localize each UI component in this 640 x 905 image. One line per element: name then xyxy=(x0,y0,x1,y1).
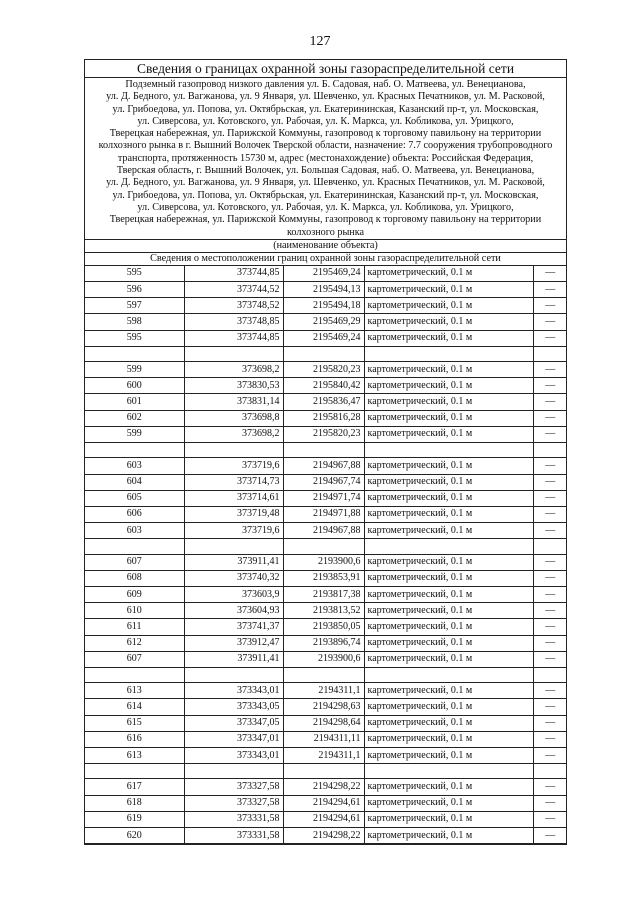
x-coordinate-cell: 373719,48 xyxy=(184,506,283,522)
x-coordinate-cell: 373719,6 xyxy=(184,523,283,539)
x-coordinate-cell: 373347,01 xyxy=(184,731,283,747)
x-coordinate-cell: 373744,52 xyxy=(184,282,283,298)
method-accuracy-cell: картометрический, 0.1 м xyxy=(364,715,533,731)
description-cell: — xyxy=(533,314,567,330)
point-number-cell: 606 xyxy=(85,506,184,522)
empty-cell xyxy=(364,667,533,682)
description-cell: — xyxy=(533,683,567,699)
point-number-cell: 598 xyxy=(85,314,184,330)
table-row xyxy=(85,699,567,715)
y-coordinate-cell: 2193900,6 xyxy=(283,651,364,667)
table-row xyxy=(85,410,567,426)
y-coordinate-cell: 2194971,88 xyxy=(283,506,364,522)
table-row xyxy=(85,683,567,699)
table-row xyxy=(85,795,567,811)
table-row xyxy=(85,715,567,731)
description-cell: — xyxy=(533,779,567,795)
point-number-cell: 614 xyxy=(85,699,184,715)
table-row xyxy=(85,458,567,474)
empty-cell xyxy=(184,667,283,682)
point-number-cell: 613 xyxy=(85,747,184,763)
table-row xyxy=(85,603,567,619)
description-cell: — xyxy=(533,747,567,763)
point-number-cell: 615 xyxy=(85,715,184,731)
y-coordinate-cell: 2194298,63 xyxy=(283,699,364,715)
table-row xyxy=(85,490,567,506)
description-cell: — xyxy=(533,330,567,346)
point-number-cell: 617 xyxy=(85,779,184,795)
table-row xyxy=(85,474,567,490)
description-cell: — xyxy=(533,699,567,715)
empty-cell xyxy=(533,346,567,361)
description-cell: — xyxy=(533,410,567,426)
separator-row xyxy=(85,667,567,682)
point-number-cell: 595 xyxy=(85,266,184,282)
method-accuracy-cell: картометрический, 0.1 м xyxy=(364,490,533,506)
point-number-cell: 607 xyxy=(85,554,184,570)
description-cell: — xyxy=(533,298,567,314)
zone-boundary-sheet xyxy=(84,59,567,845)
method-accuracy-cell: картометрический, 0.1 м xyxy=(364,811,533,827)
method-accuracy-cell: картометрический, 0.1 м xyxy=(364,554,533,570)
method-accuracy-cell: картометрический, 0.1 м xyxy=(364,394,533,410)
table-row xyxy=(85,651,567,667)
x-coordinate-cell: 373744,85 xyxy=(184,330,283,346)
method-accuracy-cell: картометрический, 0.1 м xyxy=(364,827,533,843)
empty-cell xyxy=(85,443,184,458)
x-coordinate-cell: 373748,85 xyxy=(184,314,283,330)
x-coordinate-cell: 373343,05 xyxy=(184,699,283,715)
point-number-cell: 603 xyxy=(85,458,184,474)
method-accuracy-cell: картометрический, 0.1 м xyxy=(364,330,533,346)
description-cell: — xyxy=(533,651,567,667)
point-number-cell: 599 xyxy=(85,362,184,378)
method-accuracy-cell: картометрический, 0.1 м xyxy=(364,474,533,490)
x-coordinate-cell: 373911,41 xyxy=(184,554,283,570)
y-coordinate-cell: 2195840,42 xyxy=(283,378,364,394)
y-coordinate-cell: 2194967,88 xyxy=(283,523,364,539)
point-number-cell: 603 xyxy=(85,523,184,539)
x-coordinate-cell: 373714,73 xyxy=(184,474,283,490)
x-coordinate-cell: 373604,93 xyxy=(184,603,283,619)
description-cell: — xyxy=(533,619,567,635)
method-accuracy-cell: картометрический, 0.1 м xyxy=(364,362,533,378)
table-row xyxy=(85,378,567,394)
point-number-cell: 605 xyxy=(85,490,184,506)
empty-cell xyxy=(85,764,184,779)
point-number-cell: 619 xyxy=(85,811,184,827)
point-number-cell: 599 xyxy=(85,426,184,442)
x-coordinate-cell: 373347,05 xyxy=(184,715,283,731)
x-coordinate-cell: 373603,9 xyxy=(184,586,283,602)
empty-cell xyxy=(283,443,364,458)
empty-cell xyxy=(533,443,567,458)
empty-cell xyxy=(364,443,533,458)
y-coordinate-cell: 2194298,22 xyxy=(283,779,364,795)
table-row xyxy=(85,362,567,378)
empty-cell xyxy=(364,539,533,554)
method-accuracy-cell: картометрический, 0.1 м xyxy=(364,635,533,651)
y-coordinate-cell: 2193853,91 xyxy=(283,570,364,586)
x-coordinate-cell: 373327,58 xyxy=(184,779,283,795)
y-coordinate-cell: 2194311,1 xyxy=(283,683,364,699)
point-number-cell: 611 xyxy=(85,619,184,635)
table-row xyxy=(85,570,567,586)
y-coordinate-cell: 2195469,24 xyxy=(283,266,364,282)
y-coordinate-cell: 2195816,28 xyxy=(283,410,364,426)
separator-row xyxy=(85,443,567,458)
description-cell: — xyxy=(533,394,567,410)
method-accuracy-cell: картометрический, 0.1 м xyxy=(364,282,533,298)
empty-cell xyxy=(85,346,184,361)
x-coordinate-cell: 373698,8 xyxy=(184,410,283,426)
method-accuracy-cell: картометрический, 0.1 м xyxy=(364,683,533,699)
description-cell: — xyxy=(533,490,567,506)
description-cell: — xyxy=(533,523,567,539)
description-cell: — xyxy=(533,474,567,490)
method-accuracy-cell: картометрический, 0.1 м xyxy=(364,570,533,586)
y-coordinate-cell: 2195820,23 xyxy=(283,426,364,442)
table-row xyxy=(85,747,567,763)
description-cell: — xyxy=(533,586,567,602)
description-cell: — xyxy=(533,731,567,747)
coordinates-table xyxy=(85,266,567,844)
y-coordinate-cell: 2194294,61 xyxy=(283,811,364,827)
description-cell: — xyxy=(533,554,567,570)
empty-cell xyxy=(85,667,184,682)
y-coordinate-cell: 2193813,52 xyxy=(283,603,364,619)
description-cell: — xyxy=(533,570,567,586)
y-coordinate-cell: 2195469,29 xyxy=(283,314,364,330)
method-accuracy-cell: картометрический, 0.1 м xyxy=(364,426,533,442)
y-coordinate-cell: 2194311,11 xyxy=(283,731,364,747)
page-number: 127 xyxy=(309,34,331,49)
x-coordinate-cell: 373830,53 xyxy=(184,378,283,394)
empty-cell xyxy=(184,539,283,554)
method-accuracy-cell: картометрический, 0.1 м xyxy=(364,523,533,539)
method-accuracy-cell: картометрический, 0.1 м xyxy=(364,731,533,747)
empty-cell xyxy=(364,764,533,779)
empty-cell xyxy=(283,667,364,682)
point-number-cell: 602 xyxy=(85,410,184,426)
y-coordinate-cell: 2194294,61 xyxy=(283,795,364,811)
table-row xyxy=(85,506,567,522)
location-subtitle: Сведения о местоположении границ охранной зоны газораспределительной сети xyxy=(85,253,566,266)
y-coordinate-cell: 2194298,64 xyxy=(283,715,364,731)
y-coordinate-cell: 2193900,6 xyxy=(283,554,364,570)
empty-cell xyxy=(533,764,567,779)
point-number-cell: 609 xyxy=(85,586,184,602)
y-coordinate-cell: 2195494,13 xyxy=(283,282,364,298)
x-coordinate-cell: 373698,2 xyxy=(184,362,283,378)
description-cell: — xyxy=(533,603,567,619)
description-cell: — xyxy=(533,266,567,282)
table-row xyxy=(85,827,567,843)
object-description: Подземный газопровод низкого давления ул. Б. Садовая, наб. О. Матвеева, ул. Венецианова, ул. Д. Бедного, ул. Вагжанова, ул. 9 Января, ул. Шевченко, ул. Красных Печатников, ул. М. Расковой, ул. Грибоедова, ул. Попова, ул. Октябрьская, ул. Екатерининская, Казанский пр-т, ул. Московская, ул. Сиверсова, ул. Котовского, ул. Рабочая, ул. К. Маркса, ул. Кобликова, ул. Урицкого, Тверецкая набережная, ул. Парижской Коммуны, газопровод к торговому павильону на территории колхозного рынка в г. Вышний Волочек Тверской области, назначение: 7.7 сооружения трубопроводного транспорта, протяженность 15730 м, адрес (местонахождение) объекта: Российская Федерация, Тверская область, г. Вышний Волочек, ул. Большая Садовая, наб. О. Матвеева, ул. Венецианова, ул. Д. Бедного, ул. Вагжанова, ул. 9 Января, ул. Шевченко, ул. Красных Печатников, ул. М. Расковой, ул. Грибоедова, ул. Попова, ул. Октябрьская, ул. Екатерининская, Казанский пр-т, ул. Московская, ул. Сиверсова, ул. Котовского, ул. Рабочая, ул. К. Маркса, ул. Кобликова, ул. Урицкого, Тверецкая набережная, ул. Парижской Коммуны, газопровод к торговому павильону на территории колхозного рынка xyxy=(98,79,553,238)
table-row xyxy=(85,394,567,410)
empty-cell xyxy=(533,539,567,554)
method-accuracy-cell: картометрический, 0.1 м xyxy=(364,699,533,715)
y-coordinate-cell: 2194967,74 xyxy=(283,474,364,490)
y-coordinate-cell: 2193817,38 xyxy=(283,586,364,602)
method-accuracy-cell: картометрический, 0.1 м xyxy=(364,266,533,282)
y-coordinate-cell: 2195820,23 xyxy=(283,362,364,378)
x-coordinate-cell: 373343,01 xyxy=(184,683,283,699)
x-coordinate-cell: 373327,58 xyxy=(184,795,283,811)
method-accuracy-cell: картометрический, 0.1 м xyxy=(364,795,533,811)
table-row xyxy=(85,731,567,747)
point-number-cell: 607 xyxy=(85,651,184,667)
method-accuracy-cell: картометрический, 0.1 м xyxy=(364,619,533,635)
separator-row xyxy=(85,539,567,554)
y-coordinate-cell: 2193850,05 xyxy=(283,619,364,635)
table-row xyxy=(85,554,567,570)
description-cell: — xyxy=(533,426,567,442)
separator-row xyxy=(85,346,567,361)
table-row xyxy=(85,586,567,602)
point-number-cell: 601 xyxy=(85,394,184,410)
y-coordinate-cell: 2193896,74 xyxy=(283,635,364,651)
x-coordinate-cell: 373912,47 xyxy=(184,635,283,651)
x-coordinate-cell: 373343,01 xyxy=(184,747,283,763)
x-coordinate-cell: 373698,2 xyxy=(184,426,283,442)
method-accuracy-cell: картометрический, 0.1 м xyxy=(364,603,533,619)
y-coordinate-cell: 2195836,47 xyxy=(283,394,364,410)
description-cell: — xyxy=(533,282,567,298)
x-coordinate-cell: 373831,14 xyxy=(184,394,283,410)
point-number-cell: 596 xyxy=(85,282,184,298)
empty-cell xyxy=(283,539,364,554)
method-accuracy-cell: картометрический, 0.1 м xyxy=(364,586,533,602)
point-number-cell: 612 xyxy=(85,635,184,651)
point-number-cell: 613 xyxy=(85,683,184,699)
description-cell: — xyxy=(533,795,567,811)
description-cell: — xyxy=(533,506,567,522)
description-cell: — xyxy=(533,635,567,651)
empty-cell xyxy=(85,539,184,554)
point-number-cell: 616 xyxy=(85,731,184,747)
method-accuracy-cell: картометрический, 0.1 м xyxy=(364,298,533,314)
method-accuracy-cell: картометрический, 0.1 м xyxy=(364,314,533,330)
method-accuracy-cell: картометрический, 0.1 м xyxy=(364,651,533,667)
empty-cell xyxy=(184,346,283,361)
method-accuracy-cell: картометрический, 0.1 м xyxy=(364,747,533,763)
object-name-caption: (наименование объекта) xyxy=(85,239,566,253)
y-coordinate-cell: 2194298,22 xyxy=(283,827,364,843)
method-accuracy-cell: картометрический, 0.1 м xyxy=(364,458,533,474)
x-coordinate-cell: 373744,85 xyxy=(184,266,283,282)
description-cell: — xyxy=(533,362,567,378)
x-coordinate-cell: 373719,6 xyxy=(184,458,283,474)
description-cell: — xyxy=(533,827,567,843)
x-coordinate-cell: 373331,58 xyxy=(184,811,283,827)
table-row xyxy=(85,314,567,330)
y-coordinate-cell: 2194311,1 xyxy=(283,747,364,763)
point-number-cell: 620 xyxy=(85,827,184,843)
y-coordinate-cell: 2194967,88 xyxy=(283,458,364,474)
x-coordinate-cell: 373741,37 xyxy=(184,619,283,635)
table-row xyxy=(85,426,567,442)
method-accuracy-cell: картометрический, 0.1 м xyxy=(364,410,533,426)
description-cell: — xyxy=(533,458,567,474)
table-row xyxy=(85,811,567,827)
x-coordinate-cell: 373331,58 xyxy=(184,827,283,843)
table-row xyxy=(85,266,567,282)
y-coordinate-cell: 2195494,18 xyxy=(283,298,364,314)
method-accuracy-cell: картометрический, 0.1 м xyxy=(364,779,533,795)
empty-cell xyxy=(184,764,283,779)
description-cell: — xyxy=(533,378,567,394)
table-row xyxy=(85,523,567,539)
point-number-cell: 597 xyxy=(85,298,184,314)
table-row xyxy=(85,635,567,651)
empty-cell xyxy=(364,346,533,361)
table-row xyxy=(85,298,567,314)
method-accuracy-cell: картометрический, 0.1 м xyxy=(364,506,533,522)
x-coordinate-cell: 373740,32 xyxy=(184,570,283,586)
table-row xyxy=(85,779,567,795)
point-number-cell: 610 xyxy=(85,603,184,619)
x-coordinate-cell: 373714,61 xyxy=(184,490,283,506)
empty-cell xyxy=(533,667,567,682)
y-coordinate-cell: 2195469,24 xyxy=(283,330,364,346)
sheet-title: Сведения о границах охранной зоны газораспределительной сети xyxy=(85,60,566,78)
x-coordinate-cell: 373748,52 xyxy=(184,298,283,314)
table-row xyxy=(85,330,567,346)
point-number-cell: 595 xyxy=(85,330,184,346)
description-cell: — xyxy=(533,715,567,731)
point-number-cell: 604 xyxy=(85,474,184,490)
x-coordinate-cell: 373911,41 xyxy=(184,651,283,667)
method-accuracy-cell: картометрический, 0.1 м xyxy=(364,378,533,394)
empty-cell xyxy=(283,764,364,779)
point-number-cell: 608 xyxy=(85,570,184,586)
table-row xyxy=(85,282,567,298)
description-cell: — xyxy=(533,811,567,827)
empty-cell xyxy=(184,443,283,458)
point-number-cell: 618 xyxy=(85,795,184,811)
table-row xyxy=(85,619,567,635)
y-coordinate-cell: 2194971,74 xyxy=(283,490,364,506)
separator-row xyxy=(85,764,567,779)
empty-cell xyxy=(283,346,364,361)
point-number-cell: 600 xyxy=(85,378,184,394)
